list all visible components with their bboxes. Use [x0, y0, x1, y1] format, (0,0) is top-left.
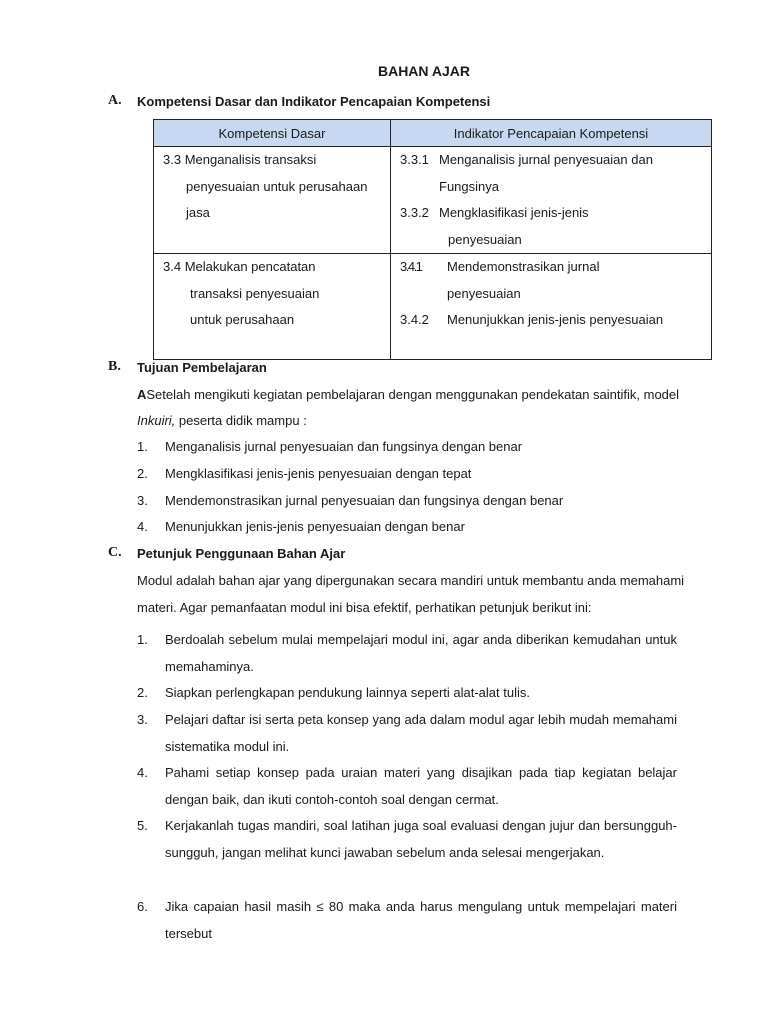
- list-item: [137, 894, 677, 947]
- list-number: 3.: [137, 493, 148, 508]
- list-text: Pahami setiap konsep pada uraian materi yang disajikan pada tiap kegiatan belajar dengan baik, dan ikuti contoh-contoh soal dengan cermat.: [165, 765, 677, 807]
- table-cell-kd: [154, 147, 391, 254]
- list-text: Mengklasifikasi jenis-jenis penyesuaian dengan tepat: [165, 466, 472, 481]
- kd-text: Menganalisis transaksi: [184, 152, 317, 167]
- drop-letter: A: [137, 387, 147, 402]
- indicator-text: Mendemonstrasikan jurnal: [447, 259, 600, 274]
- table-header-row: [154, 120, 712, 147]
- list-item: [137, 707, 677, 760]
- list-item: [137, 461, 677, 488]
- section-c-title: Petunjuk Penggunaan Bahan Ajar: [137, 546, 346, 561]
- table-header-cell: Indikator Pencapaian Kompetensi: [391, 120, 712, 147]
- table-cell-kd: [154, 254, 391, 360]
- kd-number: 3.3: [163, 152, 182, 167]
- intro-text: peserta didik mampu :: [175, 413, 307, 428]
- table-cell-indicator: [391, 147, 712, 254]
- table-row: [154, 147, 712, 254]
- section-b-letter: B.: [108, 359, 121, 374]
- competency-table: [153, 119, 712, 360]
- list-text: Siapkan perlengkapan pendukung lainnya seperti alat-alat tulis.: [165, 685, 530, 700]
- indicator-number: 3.3.1: [400, 152, 429, 167]
- kd-number: 3.4: [163, 259, 182, 274]
- list-number: 3.: [137, 712, 148, 727]
- section-a-letter: A.: [108, 93, 122, 108]
- list-text: Kerjakanlah tugas mandiri, soal latihan juga soal evaluasi dengan jujur dan bersungguh-sungguh, jangan melihat kunci jawaban sebelum anda selesai mengerjakan.: [165, 818, 677, 860]
- list-number: 2.: [137, 685, 148, 700]
- section-b-title: Tujuan Pembelajaran: [137, 360, 267, 375]
- list-number: 4.: [137, 519, 148, 534]
- list-number: 1.: [137, 632, 148, 647]
- list-item: [137, 488, 677, 515]
- section-c-letter: C.: [108, 545, 122, 560]
- kd-text: Melakukan pencatatan: [184, 259, 316, 274]
- list-text: Mendemonstrasikan jurnal penyesuaian dan fungsinya dengan benar: [165, 493, 564, 508]
- list-number: 4.: [137, 765, 148, 780]
- indicator-number: 3.4.2: [400, 312, 429, 327]
- table-cell-indicator: [391, 254, 712, 360]
- section-c-intro-line2: materi. Agar pemanfaatan modul ini bisa efektif, perhatikan petunjuk berikut ini:: [137, 600, 592, 615]
- kd-text: jasa: [186, 205, 210, 220]
- intro-italic: Inkuiri,: [137, 413, 176, 428]
- page-title: BAHAN AJAR: [377, 63, 471, 79]
- list-number: 6.: [137, 899, 148, 914]
- section-c-intro-line1: Modul adalah bahan ajar yang dipergunakan secara mandiri untuk membantu anda memahami: [137, 573, 685, 588]
- indicator-number: 3.4.1: [400, 259, 422, 274]
- intro-text: Setelah mengikuti kegiatan pembelajaran dengan menggunakan pendekatan saintifik, model: [146, 387, 680, 402]
- list-item: [137, 680, 677, 707]
- section-a-title: Kompetensi Dasar dan Indikator Pencapaian Kompetensi: [137, 94, 491, 109]
- list-text: Berdoalah sebelum mulai mempelajari modul ini, agar anda diberikan kemudahan untuk memahaminya.: [165, 632, 677, 674]
- indicator-text: penyesuaian: [448, 231, 522, 247]
- indicator-text: Menunjukkan jenis-jenis penyesuaian: [447, 312, 664, 327]
- indicator-text: Menganalisis jurnal penyesuaian dan: [439, 152, 653, 167]
- kd-text: penyesuaian untuk perusahaan: [186, 178, 368, 194]
- list-text: Menunjukkan jenis-jenis penyesuaian dengan benar: [165, 519, 465, 534]
- list-number: 2.: [137, 466, 148, 481]
- table-header-cell: Kompetensi Dasar: [154, 120, 391, 147]
- kd-text: untuk perusahaan: [190, 312, 295, 327]
- list-text: Jika capaian hasil masih ≤ 80 maka anda harus mengulang untuk mempelajari materi tersebut: [165, 899, 677, 941]
- kd-text: transaksi penyesuaian: [190, 285, 320, 301]
- indicator-text: Fungsinya: [439, 178, 499, 194]
- list-text: Pelajari daftar isi serta peta konsep yang ada dalam modul agar lebih mudah memahami sistematika modul ini.: [165, 712, 677, 754]
- indicator-text: penyesuaian: [447, 285, 521, 301]
- list-item: [137, 627, 677, 680]
- list-item: [137, 760, 677, 813]
- list-item: [137, 514, 677, 541]
- list-number: 5.: [137, 818, 148, 833]
- list-item: [137, 434, 677, 461]
- list-text: Menganalisis jurnal penyesuaian dan fungsinya dengan benar: [165, 439, 523, 454]
- section-b-intro-line1: [137, 387, 737, 402]
- list-item: [137, 813, 677, 866]
- list-number: 1.: [137, 439, 148, 454]
- indicator-number: 3.3.2: [400, 205, 429, 220]
- indicator-text: Mengklasifikasi jenis-jenis: [439, 205, 589, 220]
- section-b-intro-line2: [137, 413, 737, 428]
- table-row: [154, 254, 712, 360]
